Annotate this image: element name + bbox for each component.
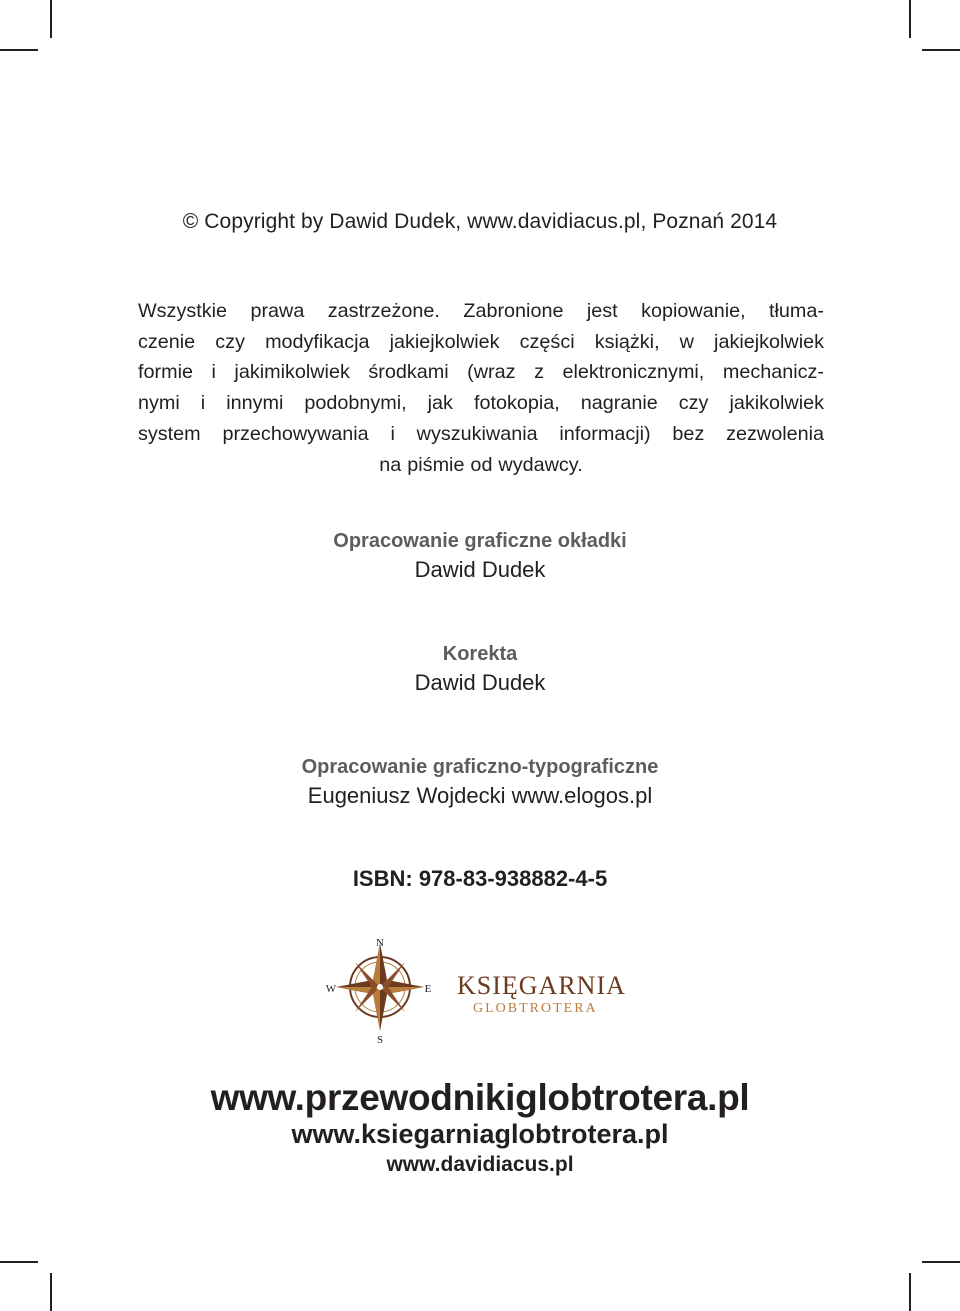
rights-line: czenie czy modyfikacja jakiejkolwiek części książki, w jakiejkolwiek — [138, 330, 824, 353]
credit-name: Eugeniusz Wojdecki www.elogos.pl — [307, 783, 653, 808]
credit-cover — [0, 527, 960, 585]
compass-e: E — [424, 983, 432, 995]
crop-mark — [50, 0, 52, 38]
website-url-main[interactable]: www.przewodnikiglobtrotera.pl — [210, 1077, 750, 1118]
rights-line: na piśmie od wydawcy. — [379, 453, 583, 476]
credit-typography — [0, 753, 960, 811]
isbn: ISBN: 978-83-938882-4-5 — [352, 866, 608, 891]
crop-mark — [50, 1273, 52, 1311]
crop-mark — [922, 49, 960, 51]
rights-line: formie i jakimikolwiek środkami (wraz z elektronicznymi, mechanicz- — [138, 361, 824, 384]
publisher-logo — [320, 935, 640, 1050]
crop-mark — [0, 49, 38, 51]
logo-subtitle: GLOBTROTERA — [473, 1001, 598, 1016]
copyright-notice: © Copyright by Dawid Dudek, www.davidiacus.pl, Poznań 2014 — [182, 210, 778, 233]
rights-line: nymi i innymi podobnymi, jak fotokopia, nagranie czy jakikolwiek — [138, 392, 824, 415]
credit-proofreading — [0, 640, 960, 698]
credit-name: Dawid Dudek — [414, 670, 546, 695]
website-url-shop[interactable]: www.ksiegarniaglobtrotera.pl — [291, 1119, 669, 1149]
credit-label: Opracowanie graficzne okładki — [333, 530, 627, 552]
logo-title: KSIĘGARNIA — [457, 971, 626, 1000]
crop-mark — [0, 1261, 38, 1263]
compass-n: N — [376, 937, 384, 949]
compass-w: W — [325, 983, 337, 995]
website-url-author[interactable]: www.davidiacus.pl — [386, 1153, 574, 1176]
credit-name: Dawid Dudek — [414, 557, 546, 582]
crop-mark — [909, 1273, 911, 1311]
credit-label: Korekta — [442, 643, 518, 665]
rights-line: Wszystkie prawa zastrzeżone. Zabronione jest kopiowanie, tłuma- — [138, 300, 824, 322]
compass-rose-icon — [320, 935, 450, 1050]
crop-mark — [909, 0, 911, 38]
compass-s: S — [376, 1034, 384, 1046]
credit-label: Opracowanie graficzno-typograficzne — [301, 756, 659, 778]
crop-mark — [922, 1261, 960, 1263]
rights-paragraph — [138, 296, 824, 480]
rights-line: system przechowywania i wyszukiwania informacji) bez zezwolenia — [138, 422, 824, 445]
